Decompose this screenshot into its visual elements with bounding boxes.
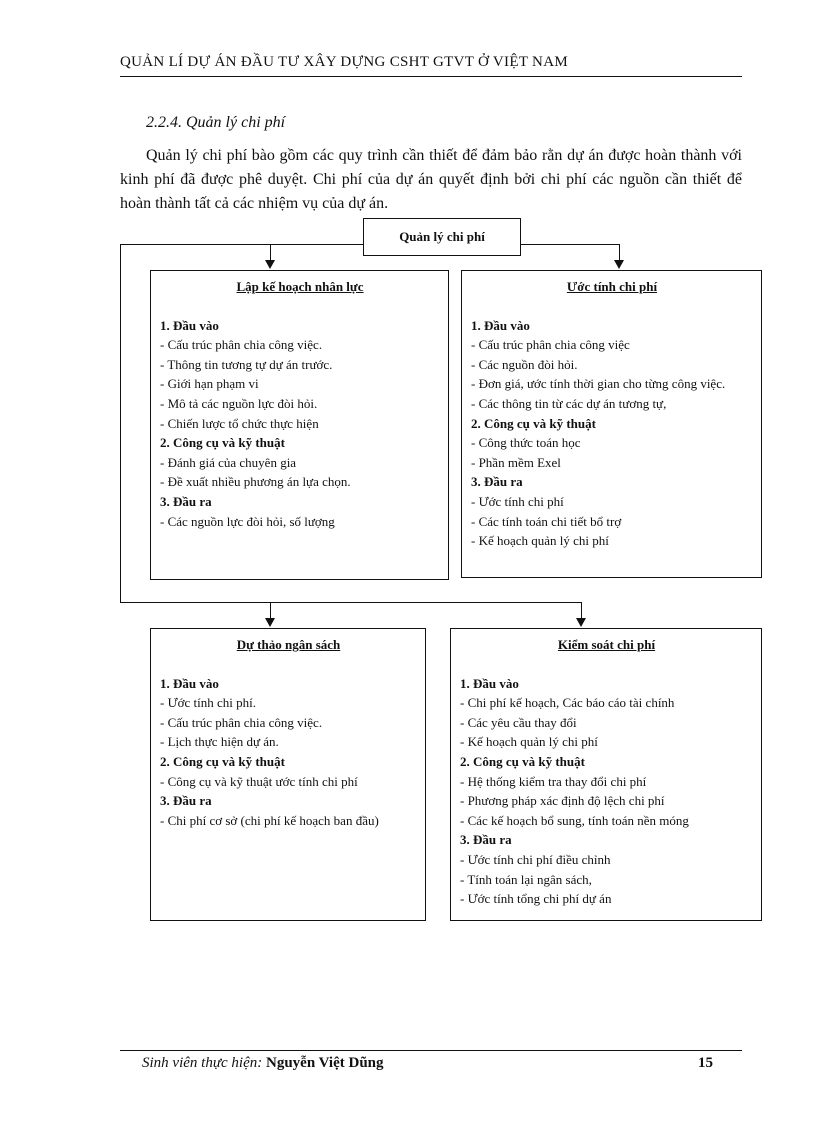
list-item: - Các tính toán chi tiết bổ trợ [471,513,622,529]
box-uoc-tinh-chi-phi [461,270,762,578]
list-item: - Mô tả các nguồn lực đòi hỏi. [160,395,318,411]
list-item: - Tính toán lại ngân sách, [460,871,592,887]
list-item: - Đơn giá, ước tính thời gian cho từng công việc. [471,376,726,392]
list-item: - Ước tính chi phí [471,493,564,509]
box-lap-ke-hoach-nhan-luc [150,270,449,580]
list-item: - Kế hoạch quản lý chi phí [460,734,598,750]
box-kiem-soat-chi-phi [450,628,762,921]
section-heading-outputs: 3. Đầu ra [460,832,512,848]
footer-separator: : [257,1055,266,1071]
box-title: Lập kế hoạch nhân lực [236,279,364,294]
list-item: - Các kế hoạch bổ sung, tính toán nền móng [460,812,689,828]
list-item: - Đề xuất nhiều phương án lựa chọn. [160,474,351,490]
connector-to-box-4 [581,602,582,618]
list-item: - Ước tính tổng chi phí dự án [460,891,612,907]
section-heading-inputs: 1. Đầu vào [460,675,519,691]
section-heading-outputs: 3. Đầu ra [471,474,523,490]
footer-credit [142,1055,384,1072]
section-heading-inputs: 1. Đầu vào [471,317,530,333]
arrow-to-box-3 [265,618,275,627]
list-item: - Chi phí kế hoạch, Các báo cáo tài chính [460,695,675,711]
list-item: - Cấu trúc phân chia công việc [471,337,630,353]
connector-loop-top [120,244,270,245]
root-node: Quản lý chi phí [363,218,521,256]
footer-label: Sinh viên thực hiện [142,1055,258,1071]
section-heading-outputs: 3. Đầu ra [160,793,212,809]
list-item: - Phần mềm Exel [471,454,561,470]
list-item: - Các nguồn lực đòi hỏi, số lượng [160,513,335,529]
section-heading-tools: 2. Công cụ và kỹ thuật [160,753,285,769]
connector-left-down [270,244,271,260]
box-du-thao-ngan-sach [150,628,426,921]
section-heading-inputs: 1. Đầu vào [160,675,219,691]
connector-loop-bottom [120,602,582,603]
page-number: 15 [698,1055,713,1071]
connector-root-left [270,244,363,245]
list-item: - Ước tính chi phí điều chỉnh [460,851,611,867]
list-item: - Ước tính chi phí. [160,695,257,711]
section-heading: 2.2.4. Quản lý chi phí [146,114,286,131]
list-item: - Kế hoạch quản lý chi phí [471,533,609,549]
footer-author: Nguyễn Việt Dũng [265,1055,384,1071]
list-item: - Công thức toán học [471,435,581,451]
list-item: - Cấu trúc phân chia công việc. [160,714,323,730]
header-title: QUẢN LÍ DỰ ÁN ĐẦU TƯ XÂY DỰNG CSHT GTVT Ở VIỆT NAM [120,54,568,70]
connector-to-box-3 [270,602,271,618]
connector-loop-left [120,244,121,603]
list-item: - Lịch thực hiện dự án. [160,734,279,750]
section-heading-inputs: 1. Đầu vào [160,317,219,333]
list-item: - Phương pháp xác định độ lệch chi phí [460,793,665,809]
list-item: - Đánh giá của chuyên gia [160,454,297,470]
list-item: - Chi phí cơ sở (chi phí kế hoạch ban đầu) [160,812,379,828]
header-divider [120,76,742,77]
arrow-to-box-1 [265,260,275,269]
box-title: Kiểm soát chi phí [557,637,656,652]
section-heading-tools: 2. Công cụ và kỹ thuật [460,753,585,769]
list-item: - Các nguồn đòi hỏi. [471,356,578,372]
section-heading-tools: 2. Công cụ và kỹ thuật [471,415,596,431]
list-item: - Các yêu cầu thay đổi [460,714,577,730]
list-item: - Các thông tin từ các dự án tương tự, [471,395,667,411]
arrow-to-box-2 [614,260,624,269]
box-title: Ước tính chi phí [566,279,658,294]
section-heading-outputs: 3. Đầu ra [160,493,212,509]
list-item: - Cấu trúc phân chia công việc. [160,337,323,353]
intro-paragraph: Quản lý chi phí bào gồm các quy trình cần thiết để đảm bảo rằn dự án được hoàn thành với kinh phí đã được phê duyệt. Chi phí của dự án quyết định bởi chi phí các nguồn cần thiết để hoàn thành tất cả các nhiệm vụ của dự án. [120,147,742,212]
box-title: Dự thảo ngân sách [236,637,341,652]
list-item: - Công cụ và kỹ thuật ước tính chi phí [160,773,358,789]
list-item: - Thông tin tương tự dự án trước. [160,356,333,372]
list-item: - Giới hạn phạm vi [160,376,259,392]
list-item: - Hệ thống kiểm tra thay đổi chi phí [460,773,647,789]
connector-root-right [521,244,620,245]
list-item: - Chiến lược tổ chức thực hiện [160,415,319,431]
footer-divider [120,1050,742,1051]
section-heading-tools: 2. Công cụ và kỹ thuật [160,435,285,451]
arrow-to-box-4 [576,618,586,627]
connector-right-down [619,244,620,260]
